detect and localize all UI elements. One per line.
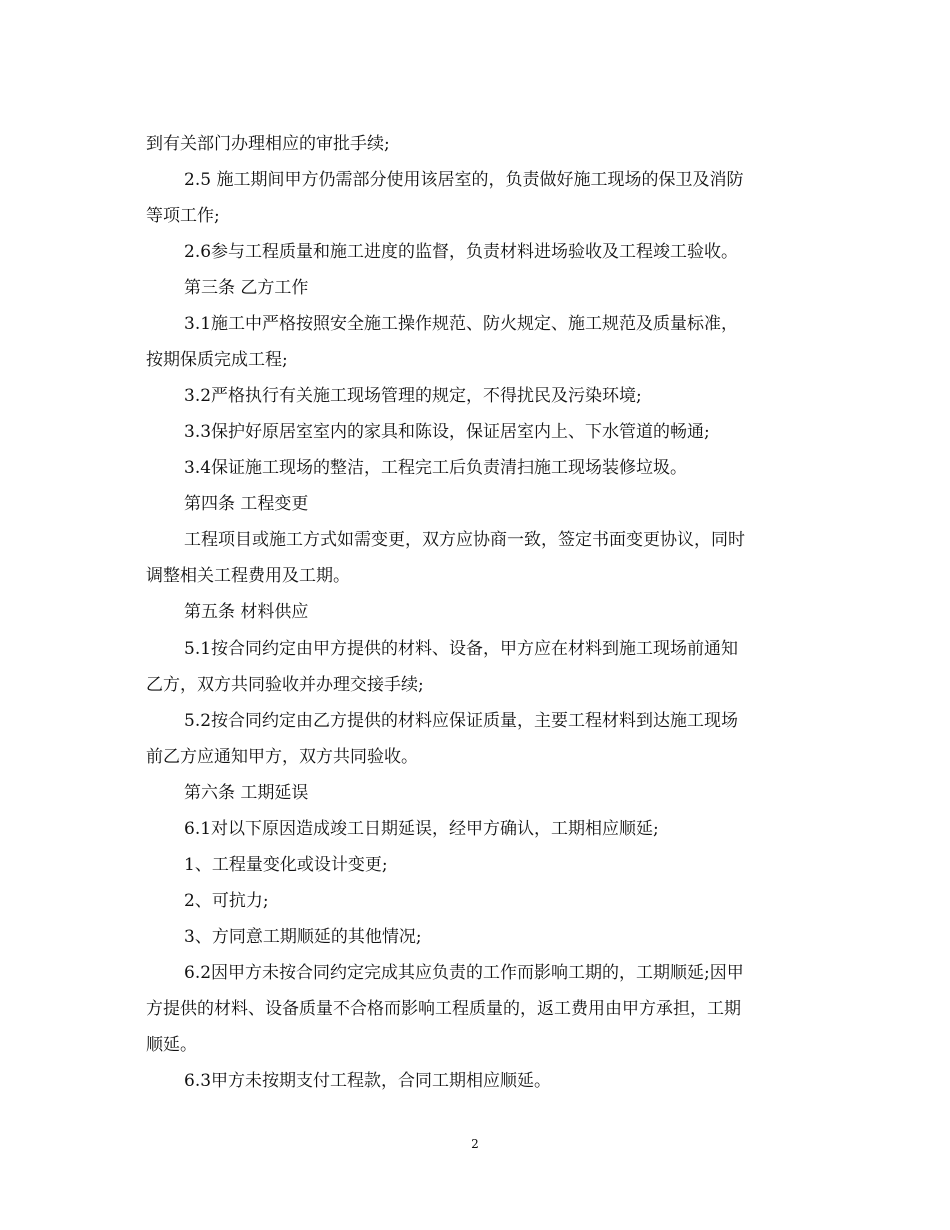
text-line: 3.2严格执行有关施工现场管理的规定，不得扰民及污染环境; (184, 386, 642, 406)
section-heading: 第四条 工程变更 (184, 494, 309, 514)
text-line: 等项工作; (146, 206, 220, 226)
text-line: 乙方，双方共同验收并办理交接手续; (146, 675, 424, 695)
text-line: 6.3甲方未按期支付工程款，合同工期相应顺延。 (184, 1071, 552, 1091)
list-item: 3、方同意工期顺延的其他情况; (184, 927, 422, 947)
page-number: 2 (471, 1137, 479, 1151)
section-heading: 第六条 工期延误 (184, 783, 309, 803)
text-line: 2.6参与工程质量和施工进度的监督，负责材料进场验收及工程竣工验收。 (184, 242, 739, 262)
text-line: 6.1对以下原因造成竣工日期延误，经甲方确认，工期相应顺延; (184, 819, 659, 839)
text-line: 3.3保护好原居室室内的家具和陈设，保证居室内上、下水管道的畅通; (184, 422, 710, 442)
text-line: 6.2因甲方未按合同约定完成其应负责的工作而影响工期的，工期顺延;因甲 (184, 963, 744, 983)
text-line: 按期保质完成工程; (146, 350, 288, 370)
text-line: 5.2按合同约定由乙方提供的材料应保证质量，主要工程材料到达施工现场 (184, 711, 739, 731)
text-line: 3.1施工中严格按照安全施工操作规范、防火规定、施工规范及质量标准， (184, 314, 739, 334)
text-line: 顺延。 (146, 1035, 197, 1055)
list-item: 1、工程量变化或设计变更; (184, 855, 388, 875)
text-line: 3.4保证施工现场的整洁，工程完工后负责清扫施工现场装修垃圾。 (184, 458, 688, 478)
section-heading: 第三条 乙方工作 (184, 278, 309, 298)
text-line: 调整相关工程费用及工期。 (146, 566, 350, 586)
section-heading: 第五条 材料供应 (184, 602, 309, 622)
text-line: 工程项目或施工方式如需变更，双方应协商一致，签定书面变更协议，同时 (184, 530, 745, 550)
list-item: 2、可抗力; (184, 891, 269, 911)
text-line: 方提供的材料、设备质量不合格而影响工程质量的，返工费用由甲方承担，工期 (146, 999, 741, 1019)
text-line: 前乙方应通知甲方，双方共同验收。 (146, 747, 418, 767)
text-line: 2.5 施工期间甲方仍需部分使用该居室的，负责做好施工现场的保卫及消防 (184, 170, 744, 190)
text-line: 到有关部门办理相应的审批手续; (146, 134, 390, 154)
text-line: 5.1按合同约定由甲方提供的材料、设备，甲方应在材料到施工现场前通知 (184, 639, 739, 659)
